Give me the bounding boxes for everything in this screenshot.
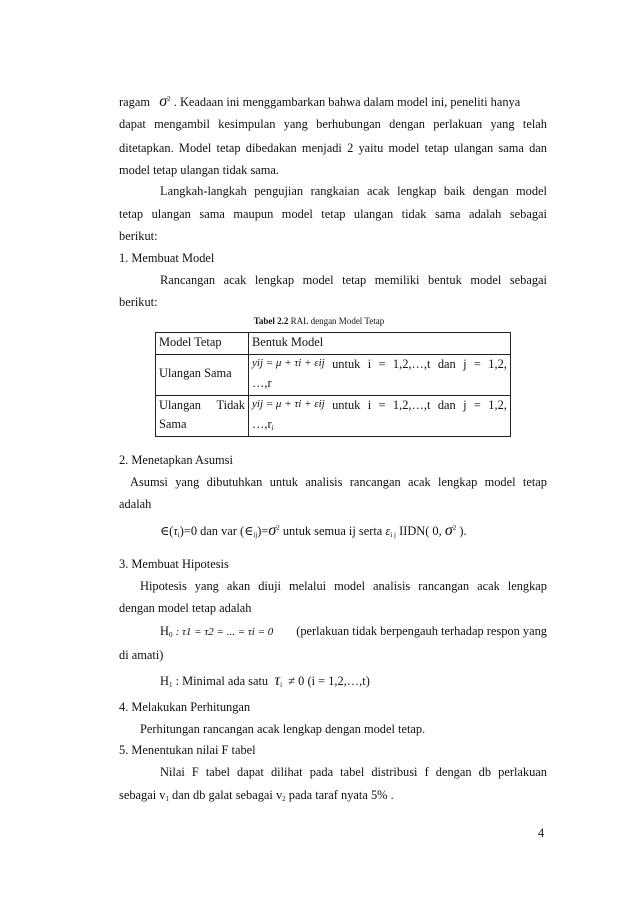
text: Tidak [216, 397, 245, 412]
superscript: 2 [276, 524, 280, 532]
caption-text: RAL dengan Model Tetap [288, 316, 385, 326]
table-row [156, 395, 511, 436]
para2-line1: Langkah-langkah pengujian rangkaian acak lengkap baik dengan model [160, 184, 547, 198]
step2-formula [160, 521, 560, 541]
text: Ulangan [159, 397, 201, 412]
table-header-row [156, 333, 511, 355]
text: 1,2, [488, 356, 507, 371]
text: j [463, 397, 467, 412]
not-equal-symbol: ≠ [288, 674, 296, 688]
text: . Keadaan ini menggambarkan bahwa dalam model ini, peneliti hanya [173, 95, 521, 109]
para1-line1 [119, 92, 547, 112]
para1-line2: dapat mengambil kesimpulan yang berhubungan dengan perlakuan yang telah [119, 117, 547, 131]
text: ). [459, 524, 467, 538]
header-cell: Bentuk Model [249, 333, 511, 355]
text: pada taraf nyata 5% . [285, 788, 394, 802]
text: j [463, 356, 467, 371]
subscript: 2 [282, 795, 286, 803]
caption-label: Tabel 2.2 [253, 316, 289, 326]
subscript: i [177, 531, 180, 539]
text: H [160, 624, 169, 638]
table-row [156, 354, 511, 395]
text: i [367, 397, 372, 412]
text: Sama [159, 417, 187, 431]
subscript: i [271, 424, 274, 432]
text: )= [257, 524, 269, 538]
row-formula-cell [249, 395, 511, 436]
step4-line1: Perhitungan rancangan acak lengkap dengan model tetap. [140, 722, 426, 736]
step5-heading: 5. Menentukan nilai F tabel [119, 743, 256, 757]
subscript: ij [253, 531, 258, 539]
superscript: 2 [452, 524, 457, 532]
text: = [473, 397, 481, 412]
text: ∈( [160, 524, 174, 538]
text: …,r [252, 417, 272, 431]
page-number: 4 [538, 826, 545, 840]
step3-line1: Hipotesis yang akan diuji melalui model analisis rancangan acak lengkap [140, 579, 547, 593]
para1-line3: ditetapkan. Model tetap dibedakan menjadi 2 yaitu model tetap ulangan sama dan [119, 141, 547, 155]
text: sebagai v [119, 788, 166, 802]
text: : Minimal ada satu [175, 674, 269, 688]
row-formula-cell [249, 354, 511, 395]
tau-symbol: τ [173, 524, 178, 538]
step3-h0-cont: di amati) [119, 648, 164, 662]
text: = [378, 356, 386, 371]
formula: yij = μ + τi + εij [252, 397, 325, 410]
sigma-symbol: σ [268, 522, 277, 539]
subscript: i j [390, 531, 396, 539]
text: …,r [252, 376, 272, 390]
text: untuk [332, 356, 361, 371]
step3-heading: 3. Membuat Hipotesis [119, 557, 229, 571]
text: 0 (i = 1,2,…,t) [298, 674, 370, 688]
text: ragam [119, 95, 150, 109]
text: IIDN( 0, [399, 524, 442, 538]
step5-line2 [119, 788, 547, 804]
table-caption [0, 316, 638, 327]
step3-h0 [160, 624, 547, 640]
row-label [156, 395, 249, 436]
tau-symbol: τ [274, 672, 281, 689]
subscript: i [280, 681, 283, 689]
ral-table [155, 332, 511, 437]
text: 1,2,…,t [392, 397, 431, 412]
formula: yij = μ + τi + εij [252, 356, 325, 369]
row-label: Ulangan Sama [156, 354, 249, 395]
step2-line2: adalah [119, 497, 152, 511]
text: 1,2,…,t [392, 356, 431, 371]
text: )=0 dan var ( [179, 524, 245, 538]
step2-heading: 2. Menetapkan Asumsi [119, 453, 233, 467]
text: dan db galat sebagai v [168, 788, 283, 802]
para1-line4: model tetap ulangan tidak sama. [119, 163, 279, 177]
superscript: 2 [167, 95, 171, 103]
step2-line1: Asumsi yang dibutuhkan untuk analisis rancangan acak lengkap model tetap [130, 475, 547, 489]
text: dan [437, 397, 456, 412]
header-cell: Model Tetap [156, 333, 249, 355]
text: i [367, 356, 372, 371]
text: 1,2, [488, 397, 507, 412]
text: = [473, 356, 481, 371]
subscript: 1 [168, 681, 173, 689]
sigma-symbol: σ [159, 93, 168, 110]
text: (perlakuan tidak berpengauh terhadap respon yang [296, 624, 547, 638]
text: H [160, 674, 169, 688]
text: = [378, 397, 386, 412]
text: untuk semua ij serta [282, 524, 383, 538]
para2-line2: tetap ulangan sama maupun model tetap ulangan tidak sama adalah sebagai [119, 207, 547, 221]
epsilon-symbol: ∈ [244, 524, 254, 538]
step1-heading: 1. Membuat Model [119, 251, 215, 265]
formula: : τ1 = τ2 = ... = τi = 0 [175, 626, 274, 638]
step1-line1: Rancangan acak lengkap model tetap memiliki bentuk model sebagai [160, 273, 547, 287]
para2-line3: berikut: [119, 229, 158, 243]
sigma-symbol: σ [444, 522, 453, 539]
subscript: 1 [165, 795, 169, 803]
step4-heading: 4. Melakukan Perhitungan [119, 700, 251, 714]
step5-line1: Nilai F tabel dapat dilihat pada tabel distribusi f dengan db perlakuan [160, 765, 547, 779]
text: untuk [332, 397, 361, 412]
epsilon-symbol: ε [385, 524, 391, 538]
subscript: 0 [168, 631, 173, 639]
text: dan [437, 356, 456, 371]
step3-line2: dengan model tetap adalah [119, 601, 252, 615]
step3-h1 [160, 671, 588, 691]
step1-line2: berikut: [119, 295, 158, 309]
